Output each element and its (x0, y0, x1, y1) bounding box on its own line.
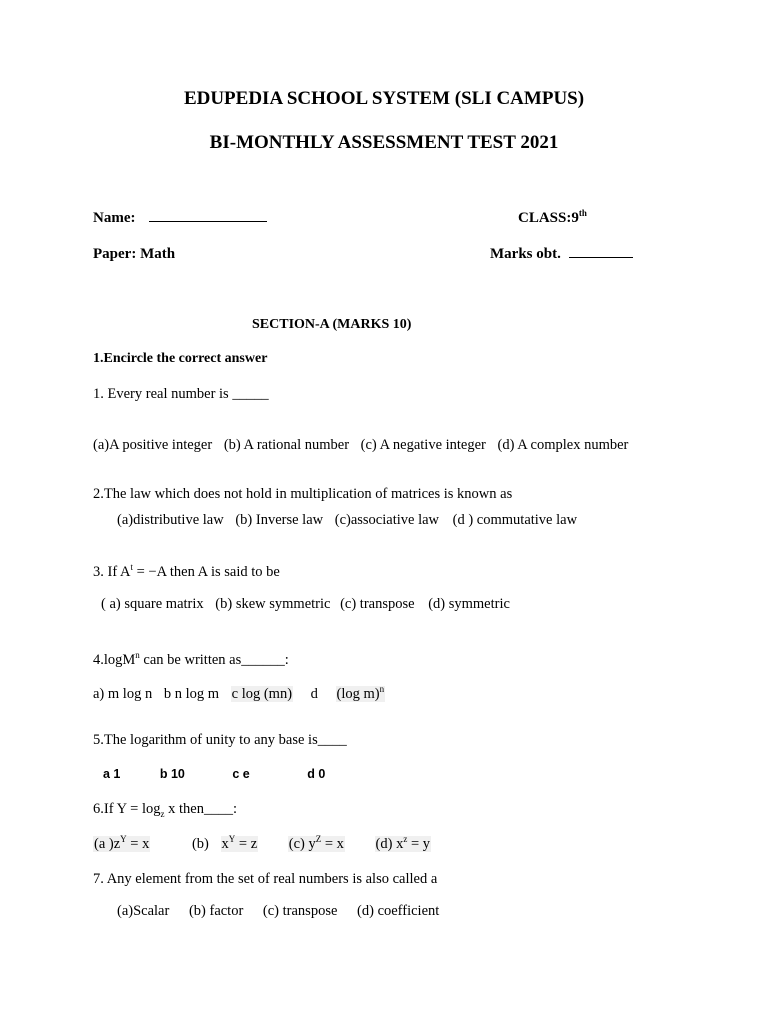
options-7 (117, 903, 439, 920)
option-2c: (c)associative law (334, 512, 440, 528)
option-7c: (c) transpose (262, 903, 338, 919)
test-title: BI-MONTHLY ASSESSMENT TEST 2021 (209, 132, 559, 153)
option-1a: (a)A positive integer (93, 437, 213, 453)
question-1: 1. Every real number is _____ (93, 386, 269, 402)
name-label: Name: (93, 210, 136, 226)
option-5a: a 1 (103, 767, 121, 781)
option-3b: (b) skew symmetric (215, 596, 331, 612)
class-label: CLASS:9th (518, 208, 587, 226)
option-4d-value: (log m)$^n$ (336, 684, 385, 702)
instruction: 1.Encircle the correct answer (93, 351, 268, 366)
option-4d: d (310, 686, 318, 702)
paper-label: Paper: Math (93, 246, 176, 262)
school-title: EDUPEDIA SCHOOL SYSTEM (SLI CAMPUS) (183, 88, 585, 109)
question-6: 6.If $Y = \log_z x$ then____: (93, 801, 238, 819)
option-5b: b 10 (159, 767, 185, 781)
option-4c: c log (mn) (231, 686, 293, 702)
option-2b: (b) Inverse law (235, 512, 324, 528)
marks-field-line (569, 257, 633, 258)
options-2 (117, 512, 577, 529)
section-title: SECTION-A (MARKS 10) (252, 317, 412, 332)
option-6b-label: (b) (191, 836, 209, 852)
options-3 (101, 596, 510, 613)
option-1d: (d) A complex number (497, 437, 629, 453)
option-4a: a) m log n (93, 686, 153, 702)
marks-label: Marks obt. (490, 246, 561, 262)
name-field-line (149, 221, 267, 222)
question-4: 4.logM$^n$ can be written as______: (93, 650, 289, 668)
option-5c: c e (232, 767, 250, 781)
option-5d: d 0 (307, 767, 326, 781)
option-6c: (c) $y^Z = x$ (288, 834, 344, 852)
option-4b: b n log m (163, 686, 220, 702)
option-3d: (d) symmetric (428, 596, 510, 612)
options-5 (103, 767, 325, 781)
question-3: 3. If $A^t = -A$ then A is said to be (93, 562, 280, 580)
option-3a: ( a) square matrix (101, 596, 204, 612)
option-6d: (d) $x^z = y$ (375, 834, 431, 852)
option-2d: (d ) commutative law (452, 512, 578, 528)
question-5: 5.The logarithm of unity to any base is____ (93, 732, 347, 748)
question-7: 7. Any element from the set of real numbers is also called a (93, 871, 438, 887)
options-1 (93, 437, 628, 454)
option-6b: $x^Y = z$ (221, 834, 258, 852)
option-7a: (a)Scalar (117, 903, 170, 919)
option-1b: (b) A rational number (223, 437, 350, 453)
question-2: 2.The law which does not hold in multiplication of matrices is known as (93, 486, 513, 502)
options-4 (93, 686, 385, 703)
option-3c: (c) transpose (340, 596, 415, 612)
option-6a: (a )$z^Y = x$ (94, 834, 150, 852)
option-7b: (b) factor (188, 903, 244, 919)
option-7d: (d) coefficient (357, 903, 440, 919)
marks-row (490, 246, 633, 263)
option-2a: (a)distributive law (117, 512, 224, 528)
option-1c: (c) A negative integer (360, 437, 486, 453)
name-row (93, 210, 267, 227)
options-6 (93, 836, 431, 853)
